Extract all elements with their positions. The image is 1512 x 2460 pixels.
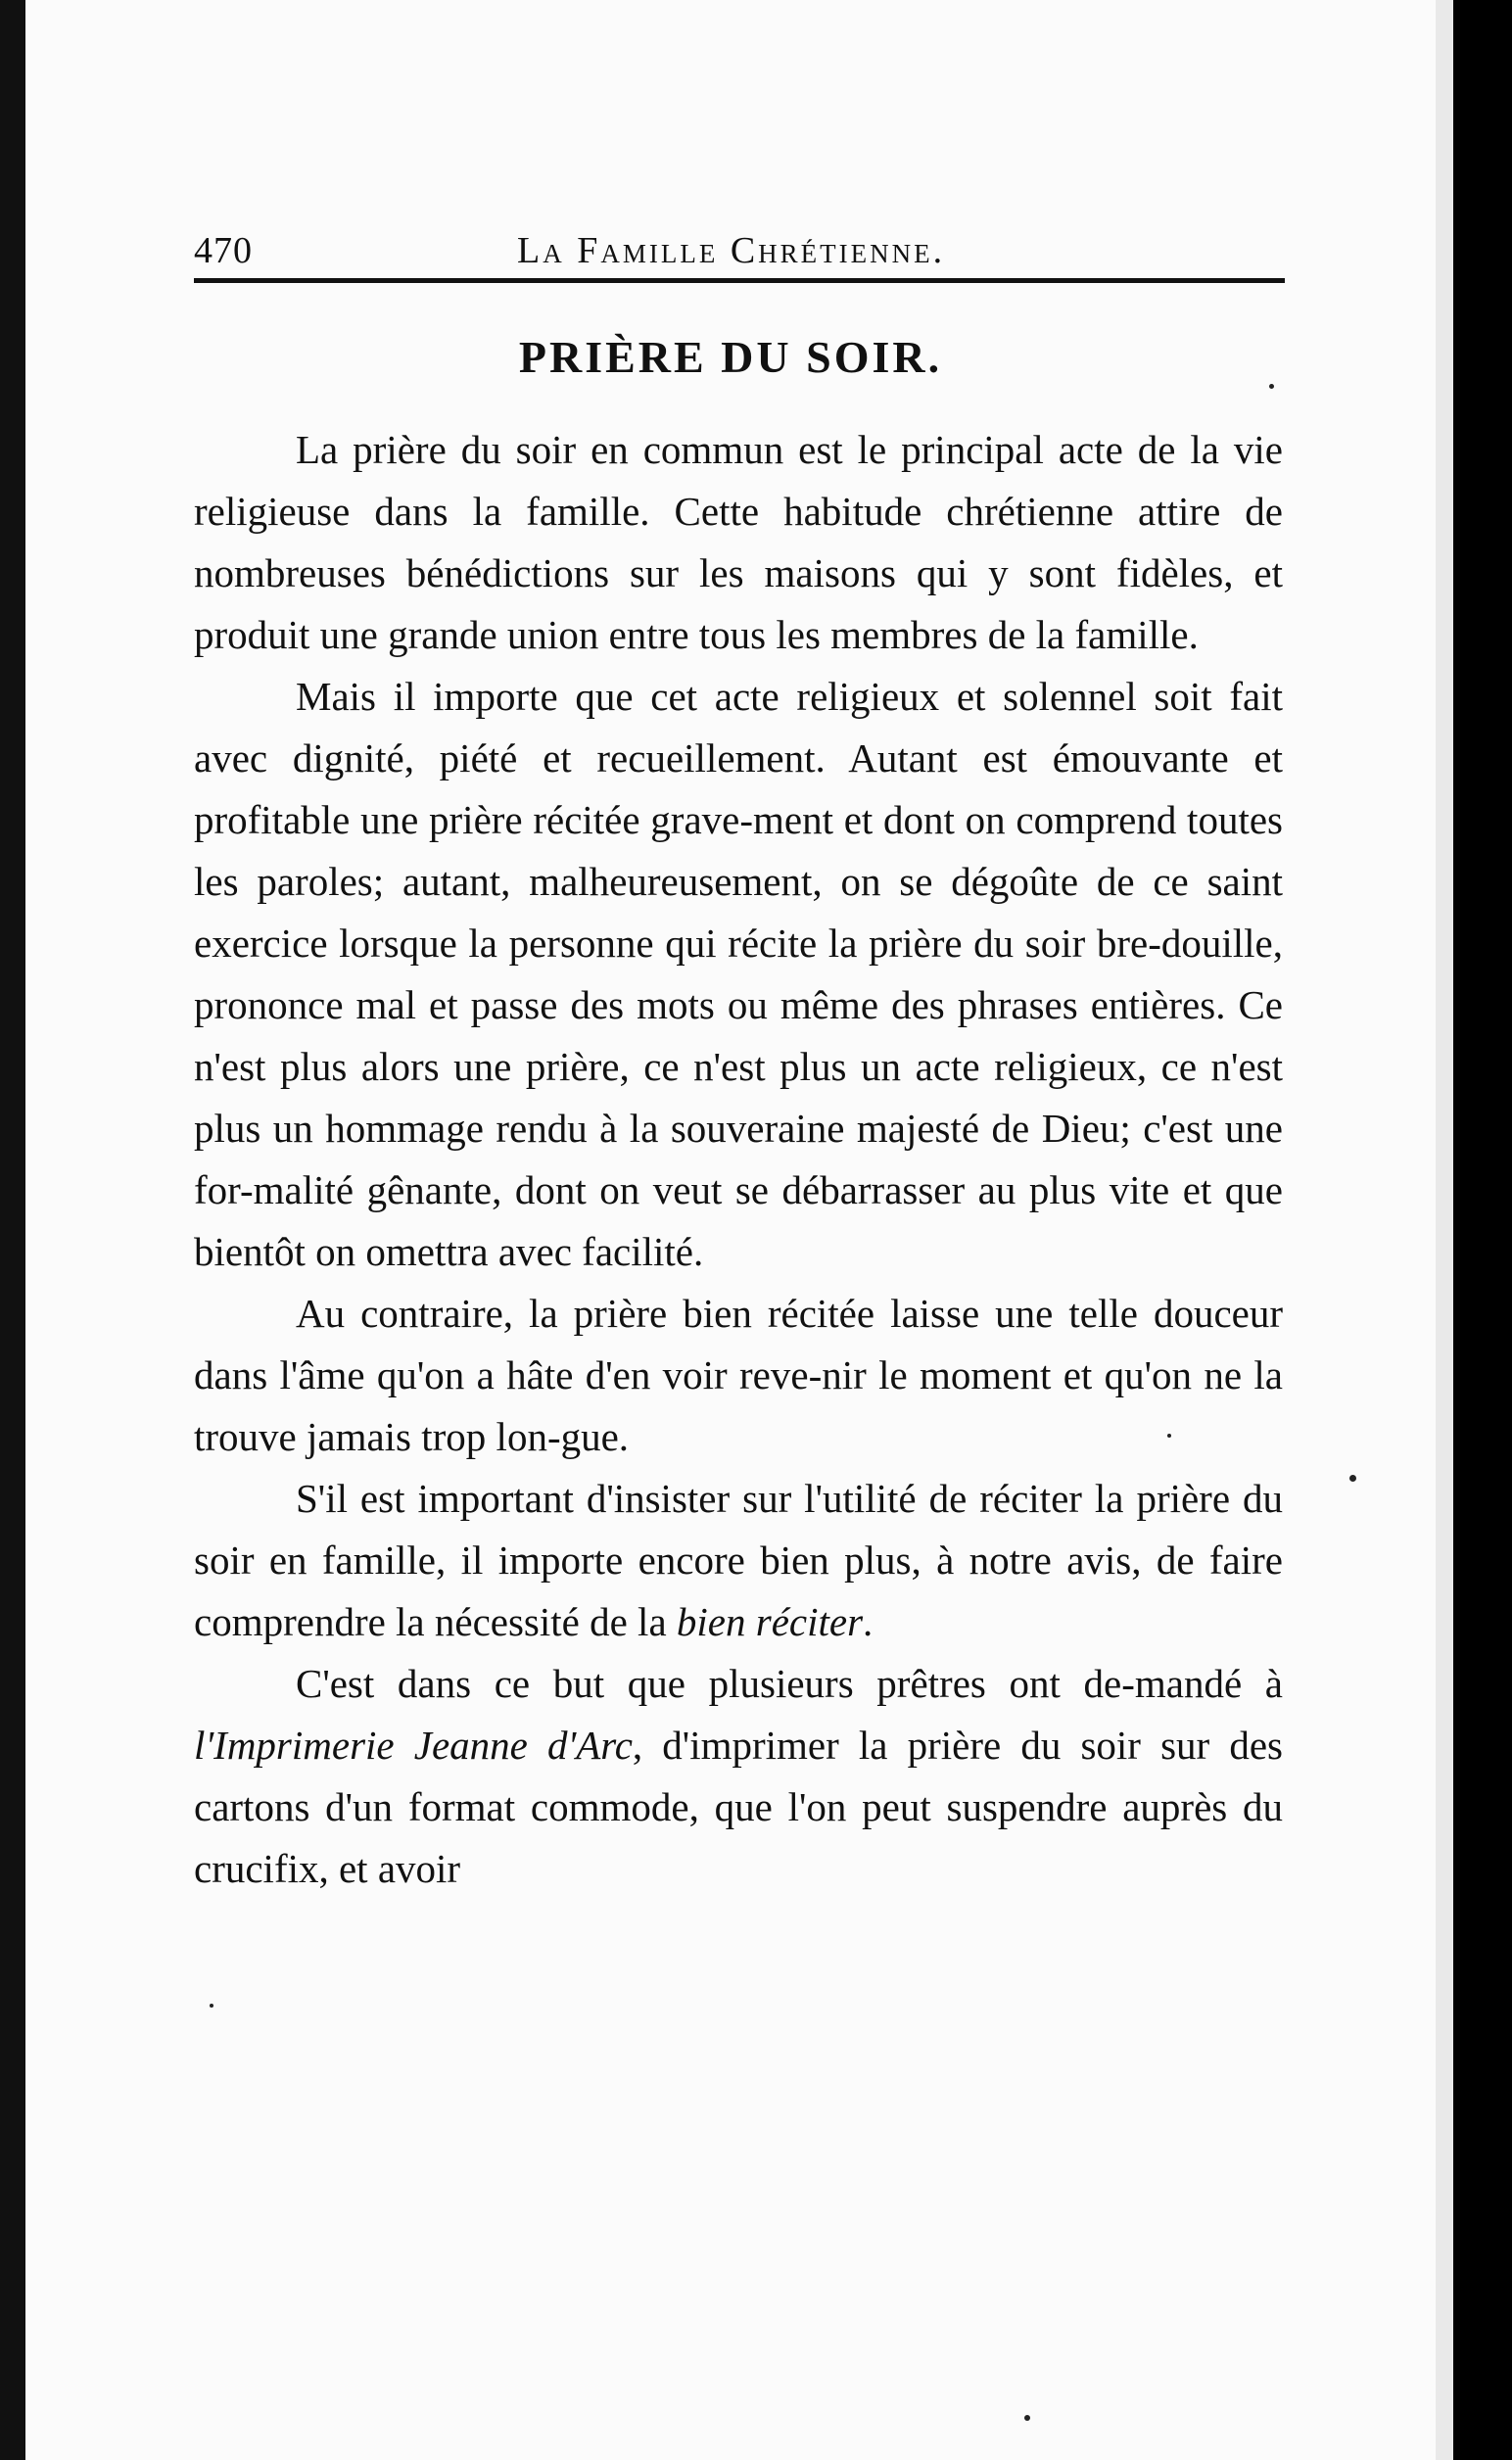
running-title: La Famille Chrétienne.: [517, 230, 946, 271]
paragraph-4: [194, 1468, 1283, 1653]
paragraph-4-text: S'il est important d'insister sur l'utilité de réciter la prière du soir en famille, il importe encore bien plus, à notre avis, de faire comprendre la nécessité de la: [194, 1476, 1283, 1644]
scan-speck: [1167, 1434, 1171, 1438]
scan-right-edge: [1453, 0, 1512, 2460]
scan-speck: [1269, 384, 1274, 389]
running-header: [194, 223, 1281, 282]
paragraph-4-italic: bien réciter: [676, 1599, 864, 1644]
paragraph-4-end: .: [863, 1599, 874, 1644]
paragraph-1: La prière du soir en commun est le principal acte de la vie religieuse dans la famille. Cette habitude chrétienne attire de nombreuses bénédictions sur les maisons qui y sont fidèles, et produit une grande union entre tous les membres de la famille.: [194, 427, 1283, 657]
scan-speck: [1024, 2415, 1030, 2421]
header-rule: [194, 278, 1285, 283]
page-number: 470: [194, 230, 253, 271]
body-text: [194, 419, 1283, 1900]
scan-right-strip: [1436, 0, 1453, 2460]
paragraph-2: Mais il importe que cet acte religieux et solennel soit fait avec dignité, piété et recueillement. Autant est émouvante et profitable une prière récitée grave-ment et dont on comprend toutes les paroles; autant, malheureusement, on se dégoûte de ce saint exercice lorsque la personne qui récite la prière du soir bre-douille, prononce mal et passe des mots ou même des phrases entières. Ce n'est plus alors une prière, ce n'est plus un acte religieux, ce n'est plus un hommage rendu à la souveraine majesté de Dieu; c'est une for-malité gênante, dont on veut se débarrasser au plus vite et que bientôt on omettra avec facilité.: [194, 674, 1283, 1274]
scan-left-edge: [0, 0, 25, 2460]
paragraph-5-end: , d'imprimer la prière du soir sur des cartons d'un format commode, que l'on peut suspendre auprès du crucifix, et avoir: [194, 1723, 1283, 1891]
paragraph-3: Au contraire, la prière bien récitée laisse une telle douceur dans l'âme qu'on a hâte d'en voir reve-nir le moment et qu'on ne la trouve jamais trop lon-gue.: [194, 1291, 1283, 1459]
paragraph-5: [194, 1653, 1283, 1900]
paragraph-5-italic: l'Imprimerie Jeanne d'Arc: [194, 1723, 633, 1768]
section-title: PRIÈRE DU SOIR.: [518, 332, 943, 382]
scan-speck: [1349, 1475, 1356, 1482]
book-page: [25, 0, 1436, 2460]
scan-speck: [210, 2004, 213, 2008]
paragraph-5-text: C'est dans ce but que plusieurs prêtres ont de-mandé à: [296, 1661, 1283, 1706]
